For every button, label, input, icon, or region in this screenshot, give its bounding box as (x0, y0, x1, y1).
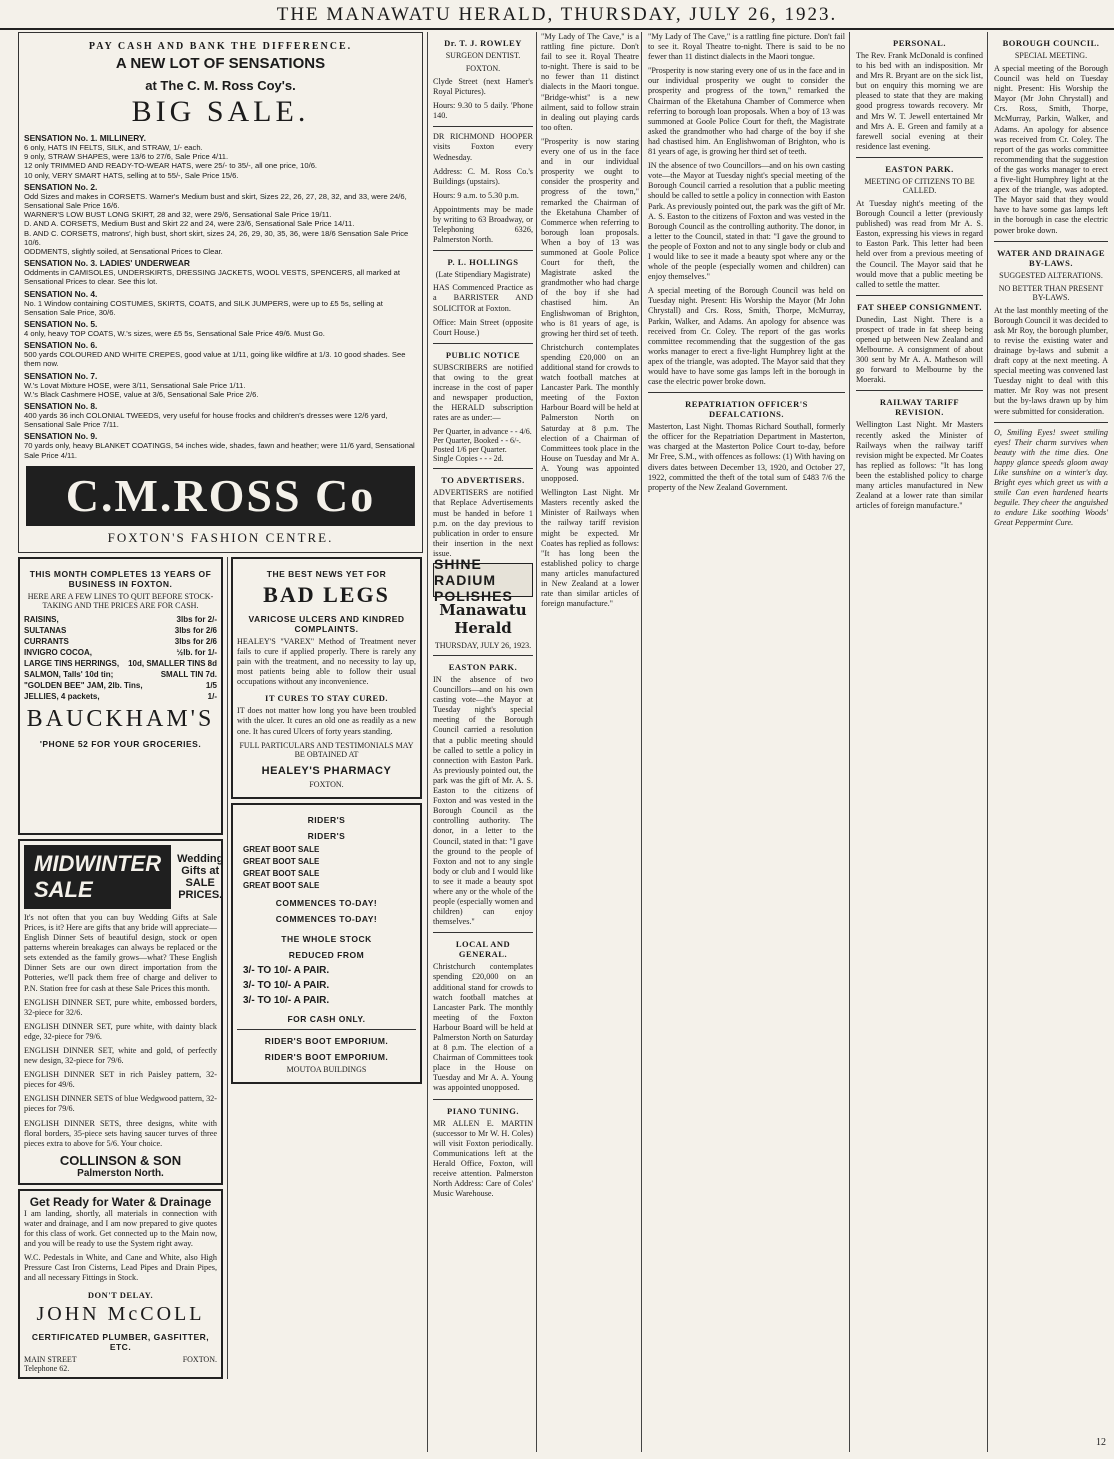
page-number: 12 (1096, 1437, 1106, 1448)
local-general-body: Christchurch contemplates spending £20,000 on an additional stand for crowds to watch football matches at Lancaster Park. The monthly meeting of the Foxton Harbour Board will be held at Palmerston North on Saturday at 8 p.m. The election of a Chairman of Committees took place in the House on Tuesday and Mr A. A. Young was appointed unopposed. (433, 962, 533, 1093)
boot-sale-list (237, 844, 416, 892)
grocery-item (24, 669, 217, 680)
personal-body: The Rev. Frank McDonald is confined to his bed with an indisposition. Mr and Mrs R. Bryant are on the sick list, but on enquiry this morning we are pleased to state that they are making good progress towards recovery. Mr and Mrs W. T. Jewell entertained Mr and Mrs A. E. Green and family at a farewell social evening at their residence last evening. (856, 51, 983, 151)
grocery-item-price: 1/- (207, 691, 217, 701)
grocery-item-name: RAISINS, (24, 614, 59, 624)
riders-sub: RIDER'S (307, 830, 346, 841)
grocery-item-price: 3lbs for 2/6 (174, 636, 217, 646)
riders-heading: RIDER'S (307, 814, 346, 825)
masthead: THE MANAWATU HERALD, THURSDAY, JULY 26, 1923. (0, 0, 1114, 30)
grocery-item-name: CURRANTS (24, 636, 69, 646)
ross-tagline: FOXTON'S FASHION CENTRE. (107, 529, 334, 545)
emporium-line: RIDER'S BOOT EMPORIUM. (264, 1035, 389, 1046)
dinner-set-line: ENGLISH DINNER SETS, three designs, white with floral borders, 35-piece sets having saucer turves of three pieces extra to above for 5/6. Your choice. (24, 1118, 217, 1148)
hollings-body: HAS Commenced Practice as a BARRISTER AND SOLICITOR at Foxton. (433, 283, 533, 313)
sensation-item: 6 only, HATS IN FELTS, SILK, and STRAW, 1/- each. (24, 143, 203, 152)
sensation-item: 500 yards COLOURED AND WHITE CREPES, good value at 1/11, going like wildfire at 1/3. 10 good shades. See them now. (24, 350, 406, 369)
easton-park-body: At Tuesday night's meeting of the Borough Council a letter (previously published) was read from Mr A. S. Easton, expressing his views in regard to Easton Park. This letter had been held over from a previous meeting of the Council. The Mayor said that he would move that a public meeting be called to settle the matter. (856, 198, 983, 289)
sensation-title: SENSATION No. 4. (24, 288, 98, 299)
sensation-item: No. 1 Window containing COSTUMES, SKIRTS, COATS, and SILK JUMPERS, were up to £5 5s, selling at Sensation Sale Price, 30/6. (24, 298, 383, 317)
dinner-set-line: ENGLISH DINNER SET, pure white, embossed borders, 32-piece for 32/6. (24, 997, 217, 1017)
grocery-item-price: 3lbs for 2/6 (174, 625, 217, 635)
commences-line: COMMENCES TO-DAY! (275, 897, 378, 908)
midwinter-sale-badge: MIDWINTER SALE (24, 845, 171, 909)
pharmacy-name: HEALEY'S PHARMACY (261, 764, 392, 777)
grocery-item (24, 647, 217, 658)
sensation-title: SENSATION No. 9. (24, 431, 98, 442)
shine-radium-ad: SHINE RADIUM POLISHES (433, 563, 533, 597)
rowley-addr: Clyde Street (next Hamer's Royal Pictures). (433, 77, 533, 97)
hollings-note: (Late Stipendiary Magistrate) (435, 270, 531, 280)
mccoll-line2: W.C. Pedestals in White, and Cane and White, also High Pressure Cast Iron Cisterns, Lead Pipes and Drain Pipes, and all necessary Fittings in Stock. (24, 1253, 217, 1283)
sensation-title: SENSATION No. 1. MILLINERY. (24, 133, 146, 143)
price-line: 3/- TO 10/- A PAIR. (243, 994, 330, 1006)
collinson-body: It's not often that you can buy Wedding Gifts at Sale Prices, is it? Here are gifts that any bride will appreciate—English Dinner Sets of beautiful design, stock or open patterns wherein breakages can always be replaced or the sets extended as the family grows—what? These English Dinner Sets are our own direct importation from the Potteries, we'll pack them free of charge and deliver to P.N. Station free for cash at these Sale Prices this month. (24, 912, 217, 993)
advertisers-body: ADVERTISERS are notified that Replace Advertisements must be handed in before 1 p.m. on the day previous to publication in order to ensure their insertion in the next issue. (433, 488, 533, 558)
hollings-office: Office: Main Street (opposite Court House.) (433, 317, 533, 337)
smiling-eyes-poem: O, Smiling Eyes! sweet smiling eyes! Their charm survives when beauty with the time dies. One happy glance speeds gloom away Like sunshine on a winter's day. Bright eyes which greet us with a smile Can even hardened hearts beguile. They cheer the anguished to endure Like soothing Woods' Great Peppermint Cure. (994, 427, 1108, 528)
grocery-item-price: SMALL TIN 7d. (160, 669, 217, 679)
dinner-set-line: ENGLISH DINNER SET, white and gold, of perfectly new design, 32-piece for 79/6. (24, 1046, 217, 1066)
sensation-item: B. AND C. CORSETS, matrons', high bust, short skirt, sizes 24, 26, 29, 30, 35, 36, were 18/6 Sensation Sale Price 10/6. (24, 228, 409, 247)
mccoll-headline: Get Ready for Water & Drainage (29, 1194, 212, 1209)
sensation-item: D. AND A. CORSETS, Medium Bust and Skirt 22 and 24, were 23/6, Sensational Sale Price 14/11. (24, 219, 355, 229)
rate-line: Per Quarter, Booked - - 6/-. (433, 436, 521, 446)
grocery-item-price: ½lb. for 1/- (176, 647, 217, 657)
hooper-hours: Hours: 9 a.m. to 5.30 p.m. (433, 190, 519, 200)
column-2b (538, 32, 642, 1452)
boot-sale-line: GREAT BOOT SALE (243, 868, 320, 878)
public-notice-heading: PUBLIC NOTICE (445, 349, 521, 360)
boot-sale-line: GREAT BOOT SALE (243, 856, 320, 866)
column-3-extra-2: A special meeting of the Borough Council was held on Tuesday night. Present: His Worship the Mayor (Mr John Chrystall) and Crs. Ross, Smith, Thorpe, McMurray, Parkin, Walker, and Adams. An apology for absence was received from Cr. Coley. The report of the gas works committee recommending that the suggestion of the gas works manager to erect a five-light Humphrey light at the apex of the triangle, was adopted. The Mayor said that they would have to have some gas lamps left in the borough in case the electric power broke down. (648, 286, 845, 387)
column-2a (430, 32, 537, 1452)
column-3-main: "Prosperity is now staring every one of us in the face and in our individual prosperity we ought to consider the prosperity and progress of the town," remarked the Chairman of the Eketahuna Chamber of Commerce when referring to borough loan proposals. When a boy of 13 was summoned at Goole Police Court for theft, the Magistrate asked the grandmother who had charge of the boy if she had chastised him. An Englishwoman of Brighton, who is 81 years of age, is growing her third set of teeth. (648, 66, 845, 157)
bad-legs-title: BAD LEGS (263, 581, 390, 607)
sensation-item: WARNER'S LOW BUST LONG SKIRT, 28 and 32, were 29/6, Sensational Sale Price 19/11. (24, 210, 332, 220)
sensation-title: SENSATION No. 8. (24, 401, 98, 412)
sensation-item: 10 only, VERY SMART HATS, selling at to 55/-, Sale Price 15/6. (24, 170, 239, 180)
collinson-name: COLLINSON & SON (59, 1152, 182, 1168)
local-general-heading: LOCAL AND GENERAL. (455, 939, 511, 960)
column-ads-left (14, 32, 428, 1452)
sensation-title: SENSATION No. 5. (24, 319, 98, 330)
boot-sale-line: GREAT BOOT SALE (243, 844, 320, 854)
fat-sheep-heading: FAT SHEEP CONSIGNMENT. (857, 301, 982, 312)
sensation-item: 400 yards 36 inch COLONIAL TWEEDS, very useful for house frocks and children's dresses were 12/6 yard, Sensational Sale Price 7/11. (24, 411, 388, 430)
hooper-addr: Address: C. M. Ross Co.'s Buildings (upstairs). (433, 166, 533, 186)
public-notice-body: SUBSCRIBERS are notified that owing to the great increase in the cost of paper and newspaper production, the HERALD subscription rates are as under:— (433, 362, 533, 423)
ross-ad (18, 32, 423, 553)
hooper-name: DR RICHMOND HOOPER visits Foxton every Wednesday. (433, 132, 533, 162)
piano-heading: PIANO TUNING. (447, 1105, 519, 1116)
obtained-note: FULL PARTICULARS AND TESTIMONIALS MAY BE OBTAINED AT (239, 740, 414, 759)
emporium-list (237, 1036, 416, 1062)
repatriation-heading: REPATRIATION OFFICER'S DEFALCATIONS. (685, 399, 808, 420)
cash-only: FOR CASH ONLY. (287, 1013, 366, 1024)
price-line: 3/- TO 10/- A PAIR. (243, 979, 330, 991)
dinner-set-line: ENGLISH DINNER SET in rich Paisley pattern, 32-pieces for 49/6. (24, 1070, 217, 1090)
ross-top-line: PAY CASH AND BANK THE DIFFERENCE. (88, 41, 353, 52)
sensations-list (24, 133, 417, 460)
grocery-item-name: "GOLDEN BEE" JAM, 2lb. Tins, (24, 680, 143, 690)
rates-list (433, 427, 533, 463)
council-body: A special meeting of the Borough Council was held on Tuesday night. Present: His Worship the Mayor (Mr John Chrystall) and Crs. Ross, Smith, Thorpe, McMurray, Parkin, Walker, and Adams. An apology for absence was received from Cr. Coley. The report of the gas works committee recommending that the suggestion of the gas works manager to erect a five-light Humphrey light at the apex of the triangle, was adopted. The Mayor said that they would have to have some gas lamps left in the borough in case the electric power broke down. (994, 64, 1108, 235)
grocery-item-name: LARGE TINS HERRINGS, (24, 658, 120, 668)
piano-body: MR ALLEN E. MARTIN (successor to Mr W. H. Coles) will visit Foxton periodically. Communications left at the Herald Office, Foxton, will receive attention. Palmerston North Address: Care of Coles' Music Warehouse. (433, 1118, 533, 1199)
sensation-item: 9 only, STRAW SHAPES, were 13/6 to 27/6, Sale Price 4/11. (24, 152, 229, 162)
council-heading: BOROUGH COUNCIL. (1002, 38, 1100, 48)
sensation-item: W.'s Lovat Mixture HOSE, were 3/11, Sensational Sale Price 1/11. (24, 380, 246, 390)
rate-line: Single Copies - - - 2d. (433, 454, 504, 464)
ross-logo: C.M.ROSS Co (26, 466, 415, 526)
mccoll-street: MAIN STREET (24, 1354, 77, 1364)
herald-date: THURSDAY, JULY 26, 1923. (434, 641, 532, 650)
railway-body: Wellington Last Night. Mr Masters recently asked the Minister of Railways when the railway tariff revision might be expected. Mr Coates has replied as follows: "It has long been the established policy to charge many articles manufactured in New Zealand at a lower rate than similar articles of foreign manufacture." (856, 420, 983, 511)
grocery-item (24, 680, 217, 691)
dinner-set-list (24, 998, 217, 1149)
moutoa-buildings: MOUTOA BUILDINGS (286, 1064, 367, 1074)
advertisers-heading: TO ADVERTISERS. (441, 475, 525, 486)
mccoll-delay: DON'T DELAY. (87, 1289, 154, 1300)
easton-park-heading: EASTON PARK. (885, 163, 954, 174)
water-sub-2: NO BETTER THAN PRESENT BY-LAWS. (998, 283, 1104, 302)
grocery-item-name: SULTANAS (24, 625, 67, 635)
cure-body: IT does not matter how long you have been troubled with the ulcer. It cures an old one as readily as a new one. It has cured Ulcers of forty years standing. (237, 706, 416, 736)
emporium-line: RIDER'S BOOT EMPORIUM. (264, 1051, 389, 1062)
whole-stock: THE WHOLE STOCK (281, 933, 372, 944)
easton-leader-heading: EASTON PARK. (448, 662, 518, 672)
grocery-item-price: 10d, SMALLER TINS 8d (128, 658, 217, 668)
riders-ad (231, 803, 422, 1084)
hollings-name: P. L. HOLLINGS (447, 257, 519, 268)
mccoll-town: FOXTON. (182, 1354, 217, 1364)
collinson-town: Palmerston North. (77, 1167, 164, 1179)
sensation-item: ODDMENTS, slightly soiled, at Sensational Prices to Clear. (24, 247, 223, 257)
grocery-item-price: 1/5 (205, 680, 217, 690)
rowley-name: Dr. T. J. ROWLEY (444, 38, 522, 48)
sensation-title: SENSATION No. 6. (24, 340, 98, 351)
grocery-item-name: INVIGRO COCOA, (24, 647, 93, 657)
commences-line: COMMENCES TO-DAY! (275, 913, 378, 924)
bad-legs-kicker: THE BEST NEWS YET FOR (266, 568, 387, 579)
boot-sale-line: GREAT BOOT SALE (243, 880, 320, 890)
council-sub: SPECIAL MEETING. (1014, 51, 1088, 60)
sensation-title: SENSATION No. 7. (24, 370, 98, 381)
rate-line: Per Quarter, in advance - - 4/6. (433, 427, 532, 437)
column-2 (430, 32, 642, 1452)
bauckham-ad (18, 557, 223, 835)
grocery-item (24, 691, 217, 702)
column-2b-filler-2: Christchurch contemplates spending £20,000 on an additional stand for crowds to watch football matches at Lancaster Park. The monthly meeting of the Foxton Harbour Board will be held at Palmerston North on Saturday at 8 p.m. The election of a Chairman of Committees took place in the House on Tuesday and Mr A. A. Young was appointed unopposed. (541, 342, 639, 484)
bauckham-phone: 'PHONE 52 FOR YOUR GROCERIES. (39, 738, 202, 749)
bauckham-headline: THIS MONTH COMPLETES 13 YEARS OF BUSINESS IN FOXTON. (29, 568, 212, 589)
collinson-heading: Wedding Gifts at SALE PRICES. (177, 852, 224, 901)
column-4 (852, 32, 988, 1452)
rowley-town: FOXTON. (465, 64, 501, 73)
water-sub: SUGGESTED ALTERATIONS. (999, 270, 1103, 280)
ross-subhead: at The C. M. Ross Coy's. (145, 78, 296, 93)
bauckham-intro: HERE ARE A FEW LINES TO QUIT BEFORE STOCK-TAKING AND THE PRICES ARE FOR CASH. (27, 591, 214, 610)
mccoll-ad (18, 1189, 223, 1379)
column-2b-filler: "Prosperity is now staring every one of us in the face and in our individual prosperity we ought to consider the prosperity and progress of the town," remarked the Chairman of the Eketahuna Chamber of Commerce when referring to borough loan proposals. When a boy of 13 was summoned at Goole Police Court for theft, the Magistrate asked the grandmother who had charge of the boy if she had chastised him. An Englishwoman of Brighton, who is 81 years of age, is growing her third set of teeth. (541, 136, 639, 338)
bad-legs-ad (231, 557, 422, 799)
price-line: 3/- TO 10/- A PAIR. (243, 964, 330, 976)
bad-legs-sub: VARICOSE ULCERS AND KINDRED COMPLAINTS. (248, 613, 405, 634)
grocery-item (24, 658, 217, 669)
grocery-list (24, 614, 217, 702)
column-3 (644, 32, 850, 1452)
grocery-item (24, 625, 217, 636)
column-3-extra: IN the absence of two Councillors—and on his own casting vote—the Mayor at Tuesday night's special meeting of the Borough Council carried a resolution that a public meeting should be called to settle a policy in connection with Easton Park. As previously pointed out, the park was the gift of Mr. A. S. Easton to the citizens of Foxton and was vested in the Borough Council as the controlling authority. The donor, in a letter to the Council, stated in that: "I gave the ground to the people of Foxton and not to any single body or club and I would like to see it made a beauty spot where any or the whole of the people (especially women and children) can enjoy themselves." (648, 161, 845, 282)
dinner-set-line: ENGLISH DINNER SETS of blue Wedgwood pattern, 32-pieces for 79/6. (24, 1094, 217, 1114)
sensation-item: Oddments in CAMISOLES, UNDERSKIRTS, DRESSING JACKETS, WOOL VESTS, SPENCERS, all marked at Sensational Prices to clear. See this lot. (24, 268, 400, 287)
sensation-item: W.'s Black Cashmere HOSE, value at 3/6, Sensational Sale Price 2/6. (24, 389, 259, 399)
bad-legs-body: HEALEY'S "VAREX" Method of Treatment never fails to cure if applied properly. There is rarely any pain with the treatment, and no necessity to lay up, most patients being able to follow their usual occupations without any inconvenience. (237, 636, 416, 687)
mccoll-phone: Telephone 62. (24, 1363, 70, 1373)
big-sale-title: BIG SALE. (131, 95, 310, 128)
commences-list (237, 898, 416, 924)
mccoll-trade: CERTIFICATED PLUMBER, GASFITTER, ETC. (31, 1331, 210, 1352)
sensation-title: SENSATION No. 3. LADIES' UNDERWEAR (24, 258, 190, 269)
grocery-item-price: 3lbs for 2/- (176, 614, 217, 624)
water-heading: WATER AND DRAINAGE BY-LAWS. (996, 247, 1106, 268)
hooper-note: Appointments may be made by writing to 63 Broadway, or Telephoning 6326, Palmerston North. (433, 204, 533, 245)
pharmacy-town: FOXTON. (309, 779, 344, 789)
sensation-item: Odd Sizes and makes in CORSETS. Warner's Medium bust and skirt, Sizes 22, 26, 27, 28, 32, and 33, were 24/6, Sensational Sale Price 16/6. (24, 191, 407, 211)
bauckham-name: BAUCKHAM'S (26, 705, 215, 732)
collinson-ad (18, 839, 223, 1185)
grocery-item (24, 614, 217, 625)
reduced-from: REDUCED FROM (288, 949, 365, 960)
fat-sheep-body: Dunedin, Last Night. There is a prospect of trade in fat sheep being opened up between New Zealand and Melbourne. A consignment of about 300 sent by Mr A. A. Matheson will go forward to Melbourne by the Moeraki. (856, 314, 983, 385)
personal-heading: PERSONAL. (893, 38, 946, 48)
price-list (237, 963, 416, 1008)
grocery-item-name: JELLIES, 4 packets, (24, 691, 100, 701)
column-1-right-ads (227, 557, 422, 1379)
lady-of-cave-body: "My Lady of The Cave," is a rattling fine picture. Don't fail to see it. Royal Theatre to-night. There is said to be no fewer than 11 distinct dialects in the Maori tongue. "Bridge-whist" is a new ailment, said to follow strain in dealing out playing cards too often. (541, 32, 639, 132)
rowley-title: SURGEON DENTIST. (445, 51, 521, 60)
column-5 (990, 32, 1112, 1452)
mccoll-name: JOHN McCOLL (36, 1302, 205, 1325)
sensation-title: SENSATION No. 2. (24, 181, 98, 192)
mccoll-body: I am landing, shortly, all materials in connection with water and drainage, and I am now prepared to give quotes for this class of work. Get connected up to the Main now, and you will be ready to use the System right away. (24, 1208, 217, 1249)
rowley-hours: Hours: 9.30 to 5 daily. 'Phone 140. (433, 101, 533, 121)
dinner-set-line: ENGLISH DINNER SET, pure white, with dainty black edge, 32-piece for 79/6. (24, 1021, 217, 1041)
herald-title: Manawatu Herald (439, 601, 527, 637)
sensation-item: 70 yards only, heavy BLANKET COATINGS, 54 inches wide, shades, fawn and heather; were 11/6 yard, Sensational Sale Price 4/11. (24, 441, 415, 460)
grocery-item (24, 636, 217, 647)
sensation-item: 4 only, heavy TOP COATS, W.'s sizes, were £5 5s, Sensational Sale Price 49/6. Must Go. (24, 329, 325, 339)
grocery-item-name: SALMON, Talls' 10d tin; (24, 669, 114, 679)
easton-leader-body: IN the absence of two Councillors—and on his own casting vote—the Mayor at Tuesday night's special meeting of the Borough Council carried a resolution that a public meeting should be called to settle a policy in connection with Easton Park. As previously pointed out, the park was the gift of Mr. A. S. Easton to the citizens of Foxton and was vested in the Borough Council as the controlling authority. The donor, in a letter to the Council, stated in that: "I gave the ground to the people of Foxton and not to any single body or club and I would like to see it made a beauty spot where any or the whole of the people (especially women and children) can enjoy themselves." (433, 675, 533, 927)
water-body: At the last monthly meeting of the Borough Council it was decided to ask Mr Roy, the borough plumber, to revise the existing water and drainage by-laws and submit a draft copy at the next meeting. A special meeting was convened last Tuesday night to deal with this matter. Mr Roy was not present but the by-laws drawn up by him were submitted for consideration. (994, 305, 1108, 416)
rate-line: Posted 1/6 per Quarter. (433, 445, 507, 455)
easton-park-sub: MEETING OF CITIZENS TO BE CALLED. (864, 176, 975, 195)
column-2b-filler-3: Wellington Last Night. Mr Masters recently asked the Minister of Railways when the railway tariff revision might be expected. Mr Coates has replied as follows: "It has long been the established policy to charge many articles manufactured in New Zealand at a lower rate than similar articles of foreign manufacture." (541, 488, 639, 609)
railway-heading: RAILWAY TARIFF REVISION. (879, 397, 960, 418)
cure-heading: IT CURES TO STAY CURED. (265, 693, 388, 704)
column-3-para-1: "My Lady of The Cave," is a rattling fine picture. Don't fail to see it. Royal Theatre to-night. There is said to be no fewer than 11 distinct dialects in the Maori tongue. (648, 32, 845, 62)
ross-headline: A NEW LOT OF SENSATIONS (115, 55, 326, 72)
repatriation-body: Masterton, Last Night. Thomas Richard Southall, formerly the officer for the Repatriation Department in Masterton, was charged at the Masterton Police Court to-day, before Mr Free, S.M., with offences as follows: (1) With having on divers dates between December 13, 1920, and October 27, 1922, committed the theft of the total sum of £483 7/6 the property of the New Zealand Government. (648, 422, 845, 492)
sensation-item: 12 only TRIMMED AND READY-TO-WEAR HATS, were 25/- to 35/-, all one price, 10/6. (24, 161, 318, 171)
